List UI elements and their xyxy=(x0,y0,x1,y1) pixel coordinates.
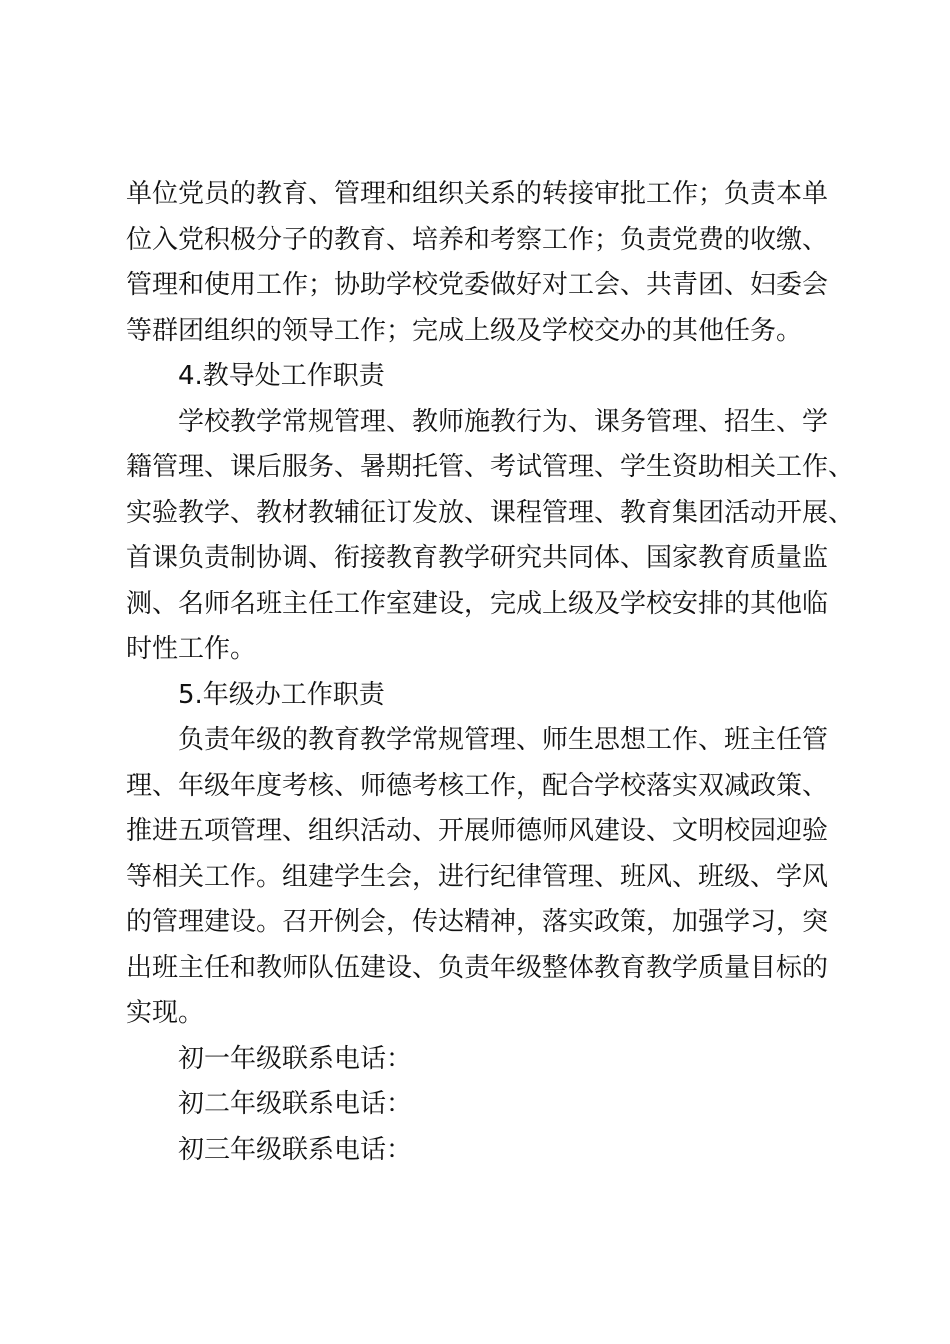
heading-text: 5.年级办工作职责 xyxy=(178,679,385,710)
text-line: 实现。 xyxy=(126,998,205,1028)
text-line: 负责年级的教育教学常规管理、师生思想工作、班主任管 xyxy=(178,725,829,755)
text-line: 籍管理、课后服务、暑期托管、考试管理、学生资助相关工作、 xyxy=(126,452,855,482)
text-line: 理、年级年度考核、师德考核工作，配合学校落实双减政策、 xyxy=(126,770,829,801)
contact-list xyxy=(126,1037,846,1174)
contact-grade-2: 初二年级联系电话： xyxy=(178,1089,413,1119)
text-line: 位入党积极分子的教育、培养和考察工作；负责党费的收缴、 xyxy=(126,224,829,255)
text-line: 首课负责制协调、衔接教育教学研究共同体、国家教育质量监 xyxy=(126,543,829,573)
contact-grade-1: 初一年级联系电话： xyxy=(178,1043,413,1074)
heading-text: 4.教导处工作职责 xyxy=(178,361,385,391)
text-line: 实验教学、教材教辅征订发放、课程管理、教育集团活动开展、 xyxy=(126,497,855,528)
text-line: 出班主任和教师队伍建设、负责年级整体教育教学质量目标的 xyxy=(126,952,829,983)
grade-office-duties-paragraph xyxy=(126,718,846,1037)
text-line: 的管理建设。召开例会，传达精神，落实政策，加强学习，突 xyxy=(126,907,829,937)
text-line: 学校教学常规管理、教师施教行为、课务管理、招生、学 xyxy=(178,406,829,437)
text-line: 推进五项管理、组织活动、开展师德师风建设、文明校园迎验 xyxy=(126,816,829,846)
text-line: 测、名师名班主任工作室建设，完成上级及学校安排的其他临 xyxy=(126,588,829,619)
text-line: 时性工作。 xyxy=(126,634,257,664)
document-body xyxy=(126,172,855,1173)
text-line: 等群团组织的领导工作；完成上级及学校交办的其他任务。 xyxy=(126,315,803,346)
text-line: 单位党员的教育、管理和组织关系的转接审批工作；负责本单 xyxy=(126,179,829,209)
text-line: 等相关工作。组建学生会，进行纪律管理、班风、班级、学风 xyxy=(126,861,829,892)
section-heading-grade-office xyxy=(126,673,846,719)
section-heading-academic-affairs xyxy=(126,354,846,400)
contact-grade-3: 初三年级联系电话： xyxy=(178,1134,413,1165)
party-duties-paragraph xyxy=(126,172,846,354)
academic-duties-paragraph xyxy=(126,400,855,673)
text-line: 管理和使用工作；协助学校党委做好对工会、共青团、妇委会 xyxy=(126,270,829,300)
